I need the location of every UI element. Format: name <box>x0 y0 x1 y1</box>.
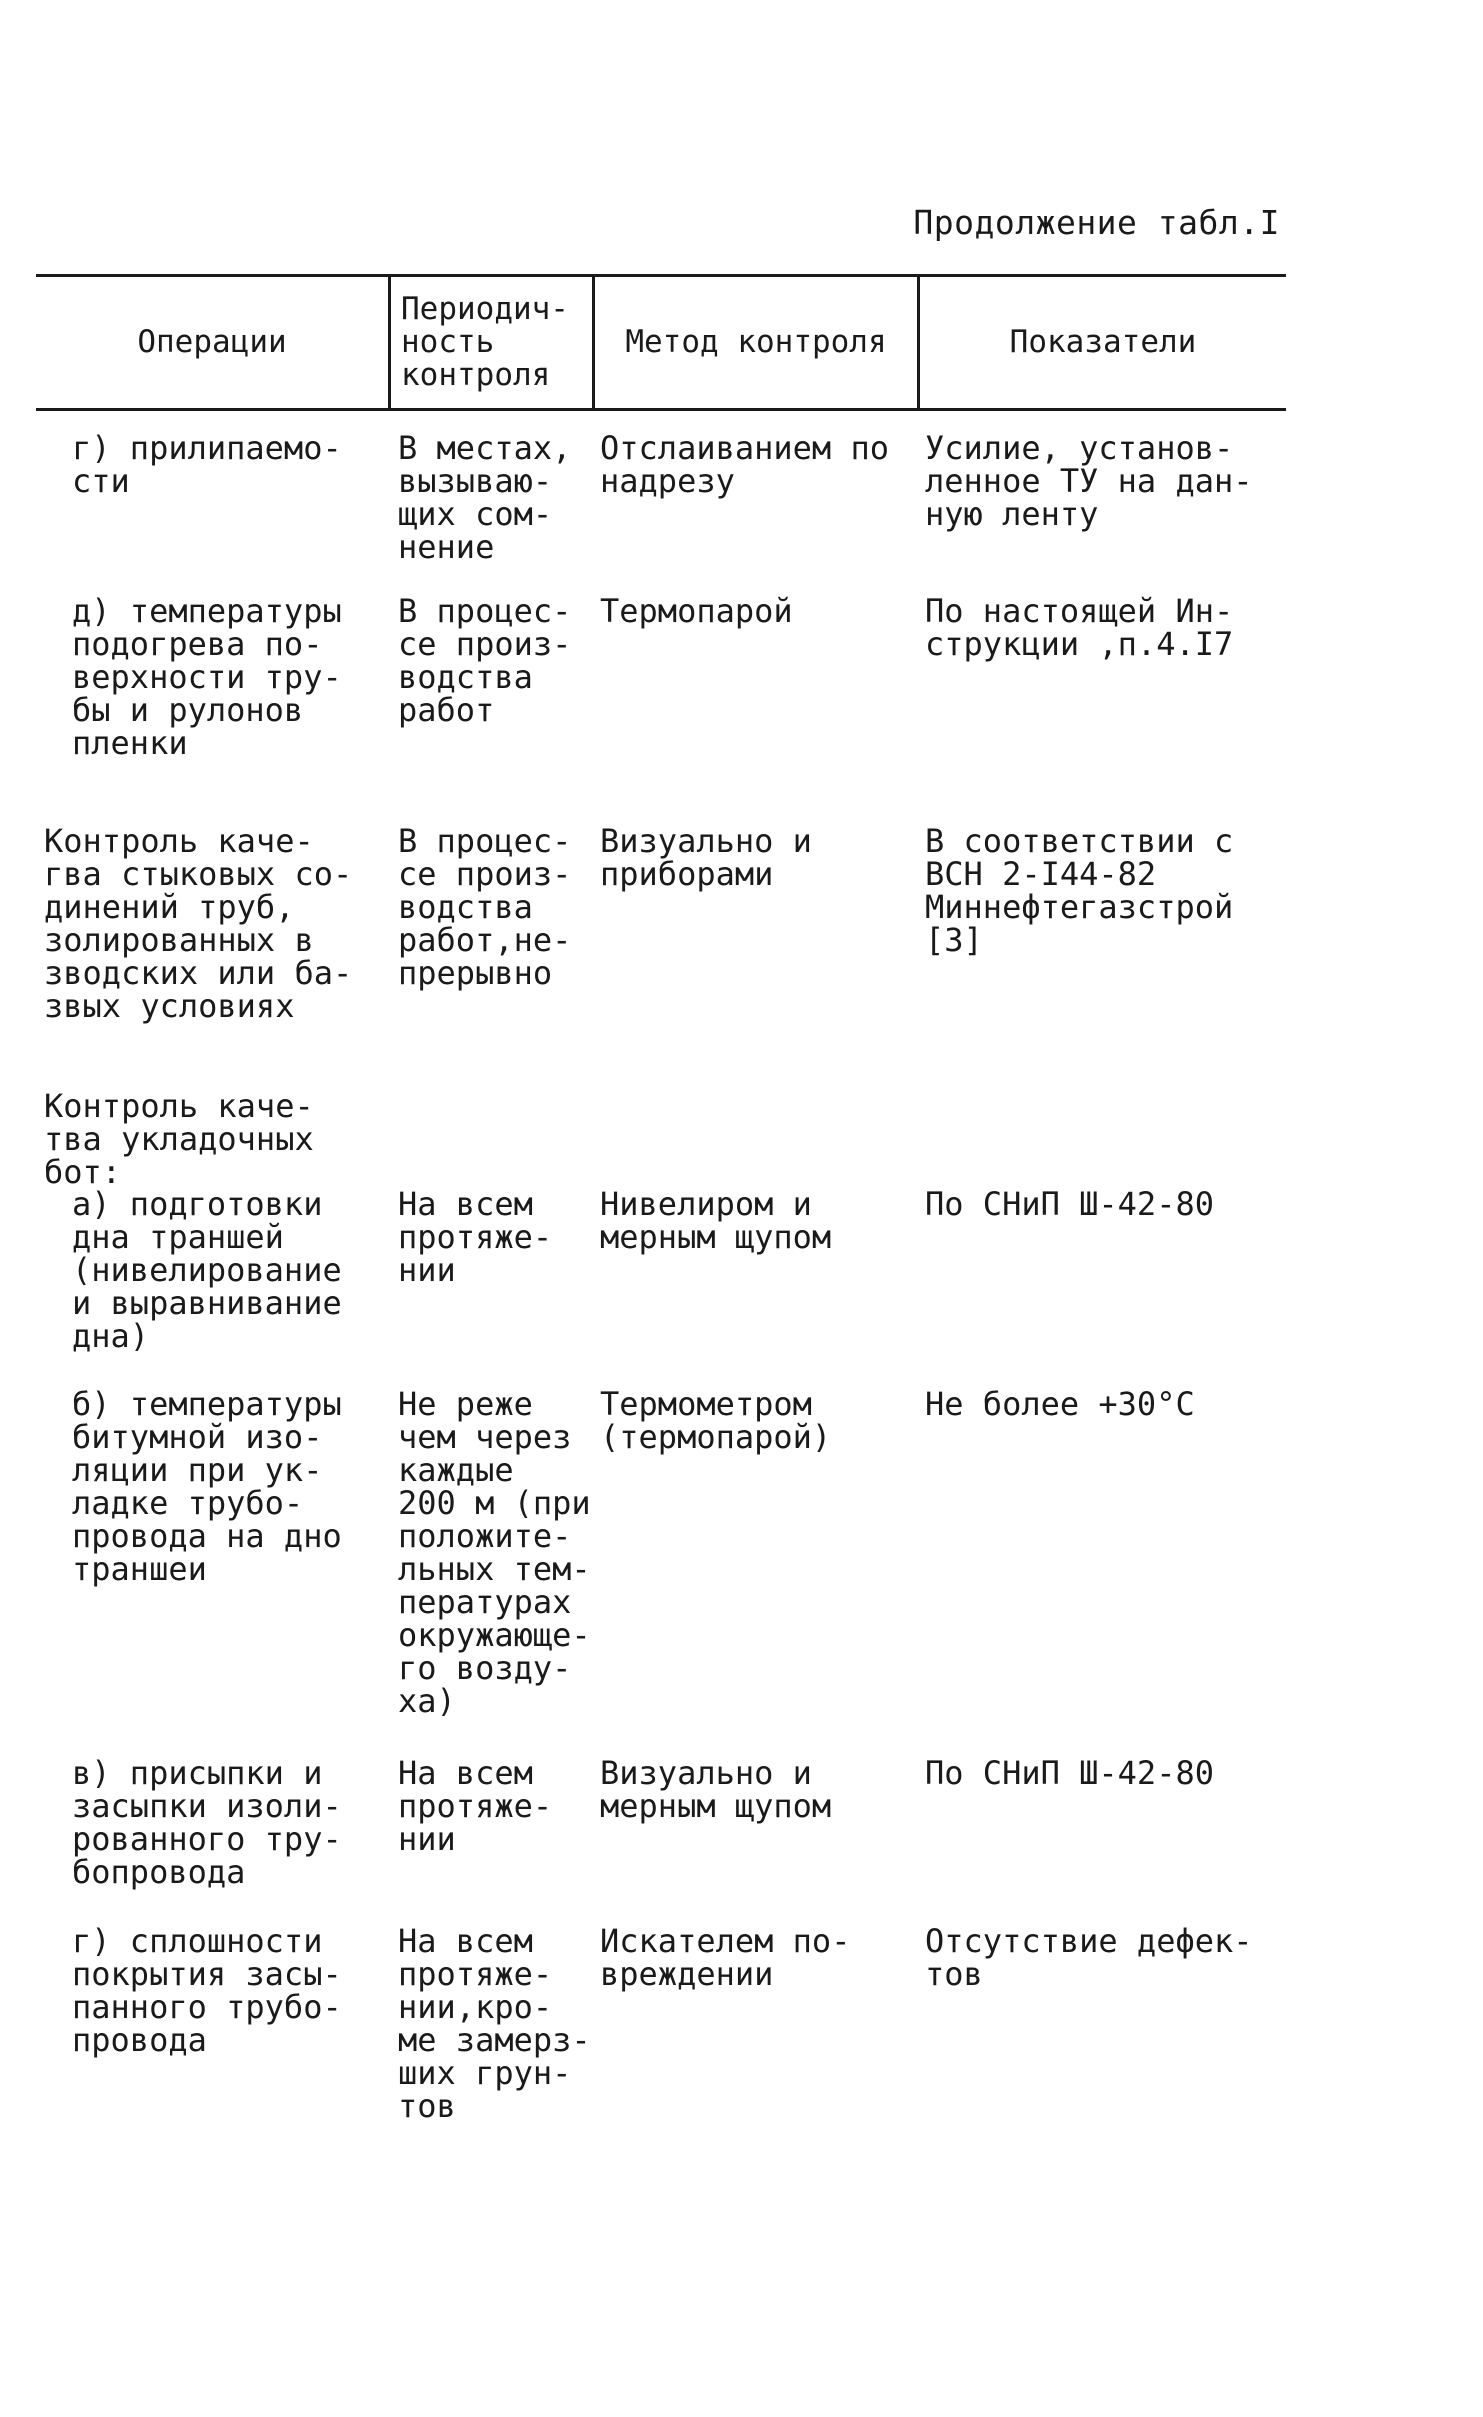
table-cell-indicator: По СНиП Ш-42-80 <box>925 1754 1214 1792</box>
table-cell-indicator: По настоящей Ин- струкции ,п.4.I7 <box>925 592 1234 663</box>
table-cell-indicator: Отсутствие дефек- тов <box>925 1922 1253 1993</box>
table-cell-operation: б) температуры битумной изо- ляции при ук- ладке трубо- провода на дно траншеи <box>72 1385 342 1588</box>
table-cell-method: Визуально и мерным щупом <box>600 1754 832 1825</box>
header-indicators: Показатели <box>1009 324 1197 360</box>
table-cell-method: Термометром (термопарой) <box>600 1385 832 1456</box>
table-header-rule <box>36 408 1286 411</box>
header-operations: Операции <box>137 324 287 360</box>
header-method: Метод контроля <box>625 324 887 360</box>
table-cell-periodicity: На всем протяже- нии,кро- ме замерз- ших грун- тов <box>398 1922 591 2125</box>
header-periodicity: Периодич- ность контроля <box>401 291 569 393</box>
section-title: Контроль каче- тва укладочных бот: <box>44 1087 314 1191</box>
table-cell-method: Нивелиром и мерным щупом <box>600 1185 832 1256</box>
table-cell-indicator: Усилие, установ- ленное ТУ на дан- ную ленту <box>925 429 1253 533</box>
table-cell-method: Термопарой <box>600 592 793 630</box>
table-cell-periodicity: На всем протяже- нии <box>398 1754 553 1858</box>
table-cell-method: Искателем по- вреждении <box>600 1922 851 1993</box>
table-cell-operation: в) присыпки и засыпки изоли- рованного тру- бопровода <box>72 1754 342 1891</box>
table-cell-periodicity: В местах, вызываю- щих сом- нение <box>398 429 572 566</box>
table-cell-periodicity: В процес- се произ- водства работ <box>398 592 572 729</box>
table-cell-indicator: По СНиП Ш-42-80 <box>925 1185 1214 1223</box>
table-caption: Продолжение табл.I <box>913 203 1280 242</box>
table-cell-periodicity: В процес- се произ- водства работ,не- прерывно <box>398 822 572 992</box>
table-cell-operation: Контроль каче- гва стыковых со- динений труб, золированных в зводских или ба- звых условиях <box>44 822 353 1025</box>
table-cell-indicator: Не более +30°С <box>925 1385 1195 1423</box>
table-cell-operation: г) прилипаемо- сти <box>72 429 342 500</box>
table-cell-method: Отслаиванием по надрезу <box>600 429 889 500</box>
table-cell-operation: а) подготовки дна траншей (нивелирование и выравнивание дна) <box>72 1185 342 1355</box>
table-cell-periodicity: На всем протяже- нии <box>398 1185 553 1289</box>
table-cell-operation: д) температуры подогрева по- верхности тру- бы и рулонов пленки <box>72 592 342 762</box>
table-cell-method: Визуально и приборами <box>600 822 812 893</box>
table-cell-periodicity: Не реже чем через каждые 200 м (при положите- льных тем- пературах окружающе- го возду- ха) <box>398 1385 591 1720</box>
table-cell-operation: г) сплошности покрытия засы- панного трубо- провода <box>72 1922 342 2059</box>
table-cell-indicator: В соответствии с ВСН 2-I44-82 Миннефтегазстрой [3] <box>925 822 1234 959</box>
